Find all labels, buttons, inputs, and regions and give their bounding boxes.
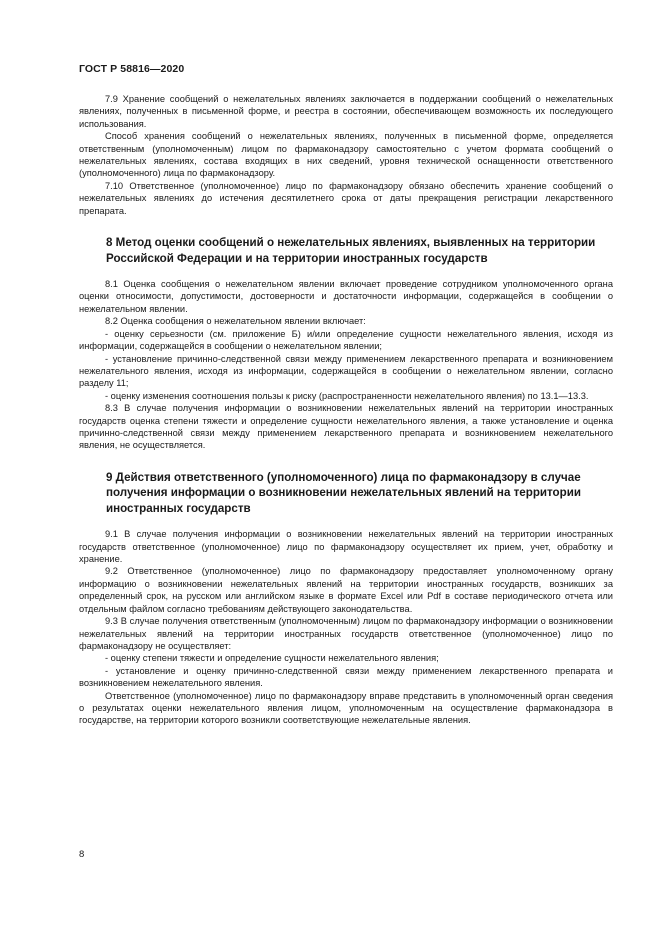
paragraph-9-results: Ответственное (уполномоченное) лицо по фармаконадзору вправе представить в уполномоченный орган сведения о результатах оценки нежелательного явления лицом, уполномоченным на осуществление фармаконадзора в государстве, на территории которого возникли соответствующие нежелательные явления. [79,690,613,726]
paragraph-9-2: 9.2 Ответственное (уполномоченное) лицо по фармаконадзору предоставляет уполномоченному органу информацию о возникновении нежелательных явлений на территории иностранных государств, возникших за определенный срок, на русском или английском языке в формате Excel или Pdf в составе периодического отчета или отдельным файлом согласно требованиям действующего законодательства. [79,566,613,614]
paragraph-9-1: 9.1 В случае получения информации о возникновении нежелательных явлений на территории иностранных государств ответственное (уполномоченное) лицо по фармаконадзору осуществляет их прием, учет, обработку и хранение. [79,529,613,565]
list-item-8-2-seriousness: - оценку серьезности (см. приложение Б) и/или определение сущности нежелательного явления, исходя из информации, содержащейся в сообщении о нежелательном явлении; [79,328,613,352]
section-9-heading: 9 Действия ответственного (уполномоченного) лица по фармаконадзору в случае получения информации о возникновении нежелательных явлений на территории иностранных государств [106,470,581,515]
paragraph-7-10: 7.10 Ответственное (уполномоченное) лицо по фармаконадзору обязано обеспечить хранение сообщений о нежелательных явлениях до истечения десятилетнего срока от даты прекращения регистрации лекарственного препарата. [79,180,613,216]
paragraph-7-9: 7.9 Хранение сообщений о нежелательных явлениях заключается в поддержании сообщений о нежелательных явлениях, полученных в письменной форме, и реестра в состоянии, обеспечивающем возможность их последующего использования. [79,94,613,129]
list-item-8-2-benefit-risk: - оценку изменения соотношения пользы к риску (распространенности нежелательного явления) по 13.1—13.3. [105,390,589,401]
list-item-8-2-causality: - установление причинно-следственной связи между применением лекарственного препарата и возникновением нежелательного явления, исходя из информации, содержащейся в сообщении о нежелательном явлении, согласно разделу 11; [79,353,613,389]
page-number: 8 [79,849,85,860]
document-body [79,93,613,727]
list-item-9-3-causality: - установление и оценку причинно-следственной связи между применением лекарственного препарата и возникновением нежелательного явления. [79,665,613,689]
paragraph-8-2: 8.2 Оценка сообщения о нежелательном явлении включает: [105,316,366,327]
paragraph-8-1: 8.1 Оценка сообщения о нежелательном явлении включает проведение сотрудником уполномоченного органа оценки относимости, допустимости, достоверности и достаточности информации, содержащейся в сообщении о нежелательном явлении. [79,279,613,314]
section-8-heading: 8 Метод оценки сообщений о нежелательных явлениях, выявленных на территории Российской Федерации и на территории иностранных государств [106,236,596,265]
paragraph-9-3: 9.3 В случае получения ответственным (уполномоченным) лицом по фармаконадзору информации о возникновении нежелательных явлений на территории иностранных государств ответственное (уполномоченное) лицо по фармаконадзору не осуществляет: [79,616,613,651]
document-header: ГОСТ Р 58816—2020 [79,63,185,75]
paragraph-storage-method: Способ хранения сообщений о нежелательных явлениях, полученных в письменной форме, определяется ответственным (уполномоченным) лицом по фармаконадзору самостоятельно с учетом формата сообщений о нежелательных явлениях, состава входящих в них сведений, уровня технической оснащенности ответственного (уполномоченного) лица по фармаконадзору. [79,131,613,179]
paragraph-8-3: 8.3 В случае получения информации о возникновении нежелательных явлений на территории иностранных государств оценка степени тяжести и определение сущности нежелательного явления, а также установление и оценка причинно-следственной связи между применением лекарственного препарата и возникновением нежелательного явления, не осуществляется. [79,403,613,451]
list-item-9-3-severity: - оценку степени тяжести и определение сущности нежелательного явления; [105,653,439,664]
